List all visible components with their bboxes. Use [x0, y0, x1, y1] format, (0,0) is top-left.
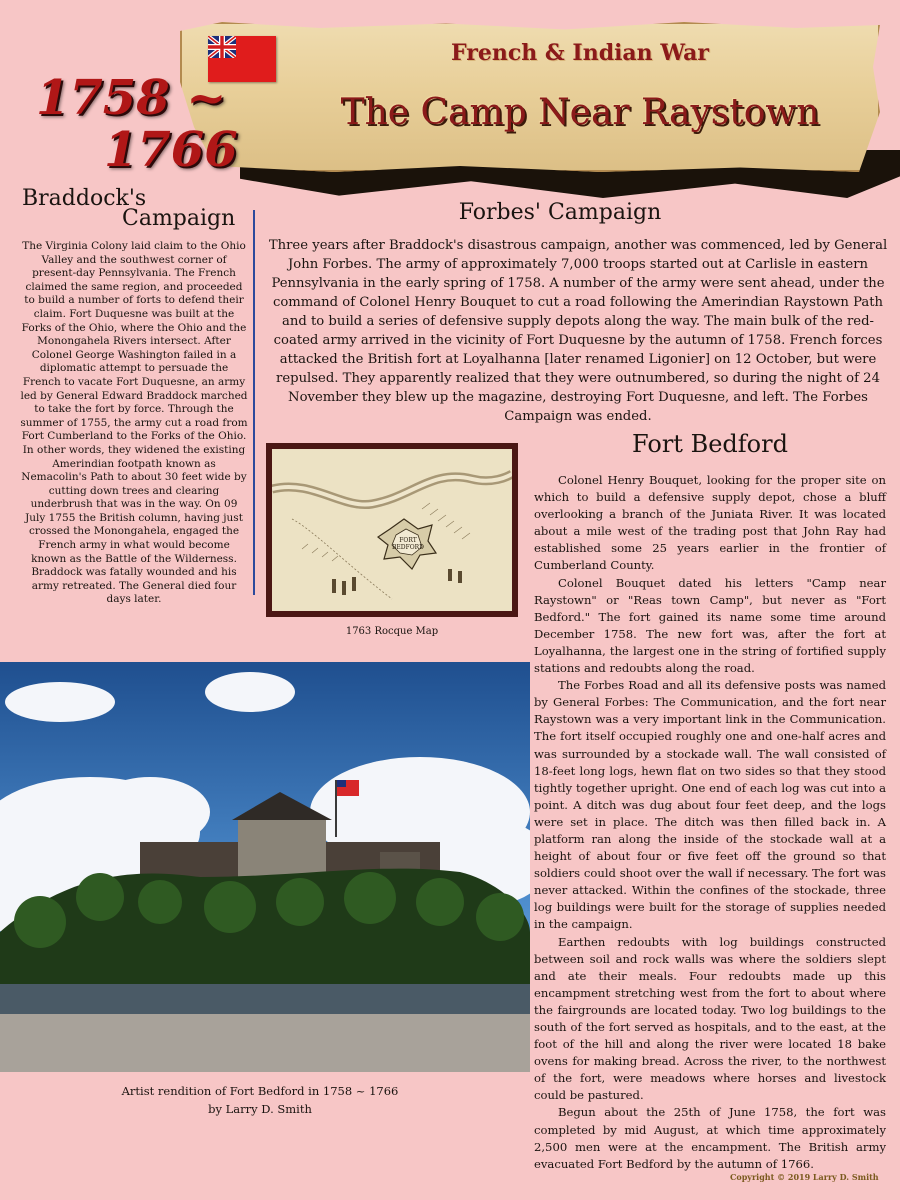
- braddock-heading-line1: Braddock's: [22, 186, 147, 211]
- map-fort-label-2: BEDFORD: [391, 544, 425, 551]
- fort-painting-image: [0, 662, 530, 1072]
- page-title: The Camp Near Raystown: [340, 92, 820, 133]
- fort-bedford-paragraph-1: Colonel Henry Bouquet, looking for the proper site on which to build a defensive supply depot, chose a bluff overlooking a branch of the Juniata River. It was located about a mile west of the trading post that John Ray had established some 25 years earlier in the frontier of Cumberland County.: [534, 473, 886, 573]
- map-caption: 1763 Rocque Map: [345, 626, 439, 637]
- braddock-paragraph: The Virginia Colony laid claim to the Ohio Valley and the southwest corner of present-day Pennsylvania. The French claimed the same region, and proceeded to build a number of forts to defend their claim. Fort Duquesne was built at the Forks of the Ohio, where the Ohio and the Monongahela Rivers intersect. After Colonel George Washington failed in a diplomatic attempt to persuade the French to vacate Fort Duquesne, an army led by General Edward Braddock marched to take the fort by force. Through the summer of 1755, the army cut a road from Fort Cumberland to the Forks of the Ohio. In other words, they widened the existing Amerindian footpath known as Nemacolin's Path to about 30 feet wide by cutting down trees and clearing underbrush that was in the way. On 09 July 1755 the British column, having just crossed the Monongahela, engaged the French army in what would become known as the Battle of the Wilderness. Braddock was fatally wounded and his army retreated. The General died four days later.: [20, 240, 248, 606]
- copyright-notice: Copyright © 2019 Larry D. Smith: [730, 1172, 879, 1182]
- map-fort-label-1: FORT: [399, 537, 417, 544]
- fort-bedford-body: [534, 472, 886, 1173]
- year-start: 1758 ~: [36, 70, 227, 126]
- banner-subtitle: French & Indian War: [451, 40, 709, 66]
- painting-caption-line2: by Larry D. Smith: [208, 1102, 312, 1116]
- fort-bedford-paragraph-5: Begun about the 25th of June 1758, the fort was completed by mid August, at which time approximately 2,500 men were at the encampment. The British army evacuated Fort Bedford by the autumn of 1766.: [534, 1105, 886, 1171]
- fort-painting-illustration: [0, 662, 530, 1072]
- fort-bedford-paragraph-4: Earthen redoubts with log buildings constructed between soil and rock walls was where the soldiers slept and ate their meals. Four redoubts made up this encampment stretching west from the fort to about where the fairgrounds are located today. Two log buildings to the south of the fort served as hospitals, and to the east, at the foot of the hill and along the river were located 18 bake ovens for making bread. Across the river, to the northwest of the fort, were meadows where horses and livestock could be pastured.: [534, 934, 886, 1103]
- forbes-paragraph: Three years after Braddock's disastrous campaign, another was commenced, led by General John Forbes. The army of approximately 7,000 troops started out at Carlisle in eastern Pennsylvania in the early spring of 1758. A number of the army were sent ahead, under the command of Colonel Henry Bouquet to cut a road following the Amerindian Raystown Path and to build a series of defensive supply depots along the way. The main bulk of the red-coated army arrived in the vicinity of Fort Duquesne by the autumn of 1758. French forces attacked the British fort at Loyalhanna [later renamed Ligonier] on 12 October, but were repulsed. They apparently realized that they were outnumbered, so during the night of 24 November they blew up the magazine, destroying Fort Duquesne, and left. The Forbes Campaign was ended.: [268, 238, 888, 424]
- painting-caption: [20, 1082, 500, 1118]
- union-jack-canton: [208, 36, 236, 58]
- rocque-map-image: [272, 449, 512, 611]
- painting-caption-line1: Artist rendition of Fort Bedford in 1758 ~ 1766: [121, 1084, 399, 1098]
- fort-bedford-paragraph-2: Colonel Bouquet dated his letters "Camp near Raystown" or "Reas town Camp", but never as "Fort Bedford." The fort gained its name some time around December 1758. The new fort was, after the fort at Loyalhanna, the largest one in the string of fortified supply stations and redoubts along the road.: [534, 575, 886, 676]
- braddock-heading-line2: Campaign: [122, 206, 236, 231]
- column-divider: [253, 210, 255, 595]
- map-frame: [266, 443, 518, 617]
- year-end: 1766: [104, 122, 238, 178]
- fort-bedford-paragraph-3: The Forbes Road and all its defensive posts was named by General Forbes: The Communication, and the fort near Raystown was a very important link in the Communication. The fort itself occupied roughly one and one-half acres and was surrounded by a stockade wall. The wall consisted of 18-feet long logs, hewn flat on two sides so that they stood tightly together upright. One end of each log was cut into a point. A ditch was dug about four feet deep, and the logs were set in place. The ditch was then filled back in. A platform ran along the inside of the stockade wall at a height of about four or five feet off the ground so that soldiers could shoot over the wall if necessary. The fort was never attacked. Within the confines of the stockade, three log buildings were built for the storage of supplies needed in the campaign.: [534, 678, 886, 932]
- fort-bedford-heading: Fort Bedford: [632, 430, 788, 458]
- forbes-heading: Forbes' Campaign: [458, 200, 662, 225]
